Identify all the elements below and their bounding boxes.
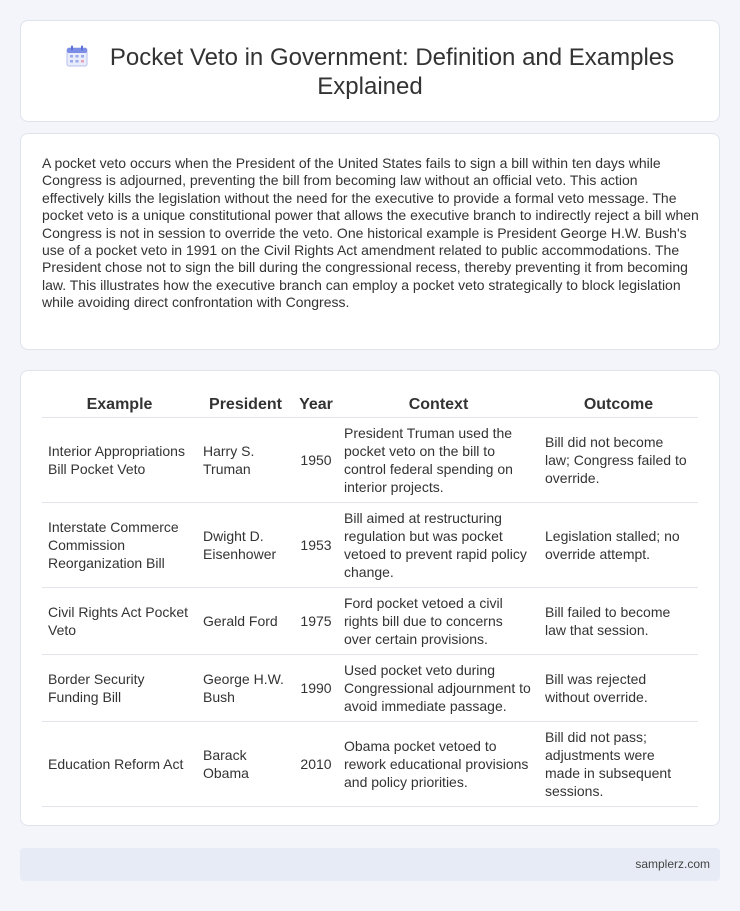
footer-site-link[interactable]: samplerz.com [635, 857, 710, 871]
cell-year: 1990 [294, 655, 338, 722]
cell-outcome: Bill did not become law; Congress failed to override. [539, 418, 698, 503]
intro-card [20, 133, 720, 350]
cell-example: Civil Rights Act Pocket Veto [42, 588, 197, 655]
table-row [42, 588, 698, 655]
cell-context: Ford pocket vetoed a civil rights bill due to concerns over certain provisions. [338, 588, 539, 655]
cell-president: Barack Obama [197, 722, 294, 807]
intro-paragraph: A pocket veto occurs when the President of the United States fails to sign a bill within ten days while Congress is adjourned, preventing the bill from becoming law without an official veto. This action effectively kills the legislation without the need for the executive to provide a formal veto message. The pocket veto is a unique constitutional power that allows the executive branch to indirectly reject a bill when Congress is not in session to override the veto. One historical example is President George H.W. Bush's use of a pocket veto in 1991 on the Civil Rights Act amendment related to public accommodations. The President chose not to sign the bill during the congressional recess, thereby preventing it from becoming law. This illustrates how the executive branch can employ a pocket veto strategically to block legislation while avoiding direct confrontation with Congress. [42, 155, 699, 311]
cell-year: 1953 [294, 503, 338, 588]
cell-president: Dwight D. Eisenhower [197, 503, 294, 588]
header-year: Year [294, 395, 338, 418]
table-card [20, 370, 720, 826]
cell-context: President Truman used the pocket veto on the bill to control federal spending on interior projects. [338, 418, 539, 503]
header-example: Example [42, 395, 197, 418]
cell-example: Interior Appropriations Bill Pocket Veto [42, 418, 197, 503]
cell-outcome: Bill did not pass; adjustments were made in subsequent sessions. [539, 722, 698, 807]
table-row [42, 655, 698, 722]
cell-context: Bill aimed at restructuring regulation but was pocket vetoed to prevent rapid policy change. [338, 503, 539, 588]
cell-president: George H.W. Bush [197, 655, 294, 722]
cell-president: Gerald Ford [197, 588, 294, 655]
cell-example: Education Reform Act [42, 722, 197, 807]
table-row [42, 418, 698, 503]
cell-context: Obama pocket vetoed to rework educational provisions and policy priorities. [338, 722, 539, 807]
cell-outcome: Bill was rejected without override. [539, 655, 698, 722]
cell-example: Interstate Commerce Commission Reorganization Bill [42, 503, 197, 588]
title-card [20, 20, 720, 122]
table-header-row [42, 395, 698, 418]
cell-year: 1950 [294, 418, 338, 503]
header-context: Context [338, 395, 539, 418]
page-title-wrap [21, 43, 719, 101]
cell-example: Border Security Funding Bill [42, 655, 197, 722]
table-row [42, 503, 698, 588]
cell-context: Used pocket veto during Congressional adjournment to avoid immediate passage. [338, 655, 539, 722]
examples-table [42, 395, 698, 807]
header-president: President [197, 395, 294, 418]
cell-outcome: Legislation stalled; no override attempt. [539, 503, 698, 588]
cell-outcome: Bill failed to become law that session. [539, 588, 698, 655]
cell-president: Harry S. Truman [197, 418, 294, 503]
cell-year: 2010 [294, 722, 338, 807]
footer-bar [20, 848, 720, 881]
page-title: Pocket Veto in Government: Definition and Examples Explained [109, 44, 675, 100]
header-outcome: Outcome [539, 395, 698, 418]
table-row [42, 722, 698, 807]
calendar-icon [66, 45, 88, 67]
cell-year: 1975 [294, 588, 338, 655]
